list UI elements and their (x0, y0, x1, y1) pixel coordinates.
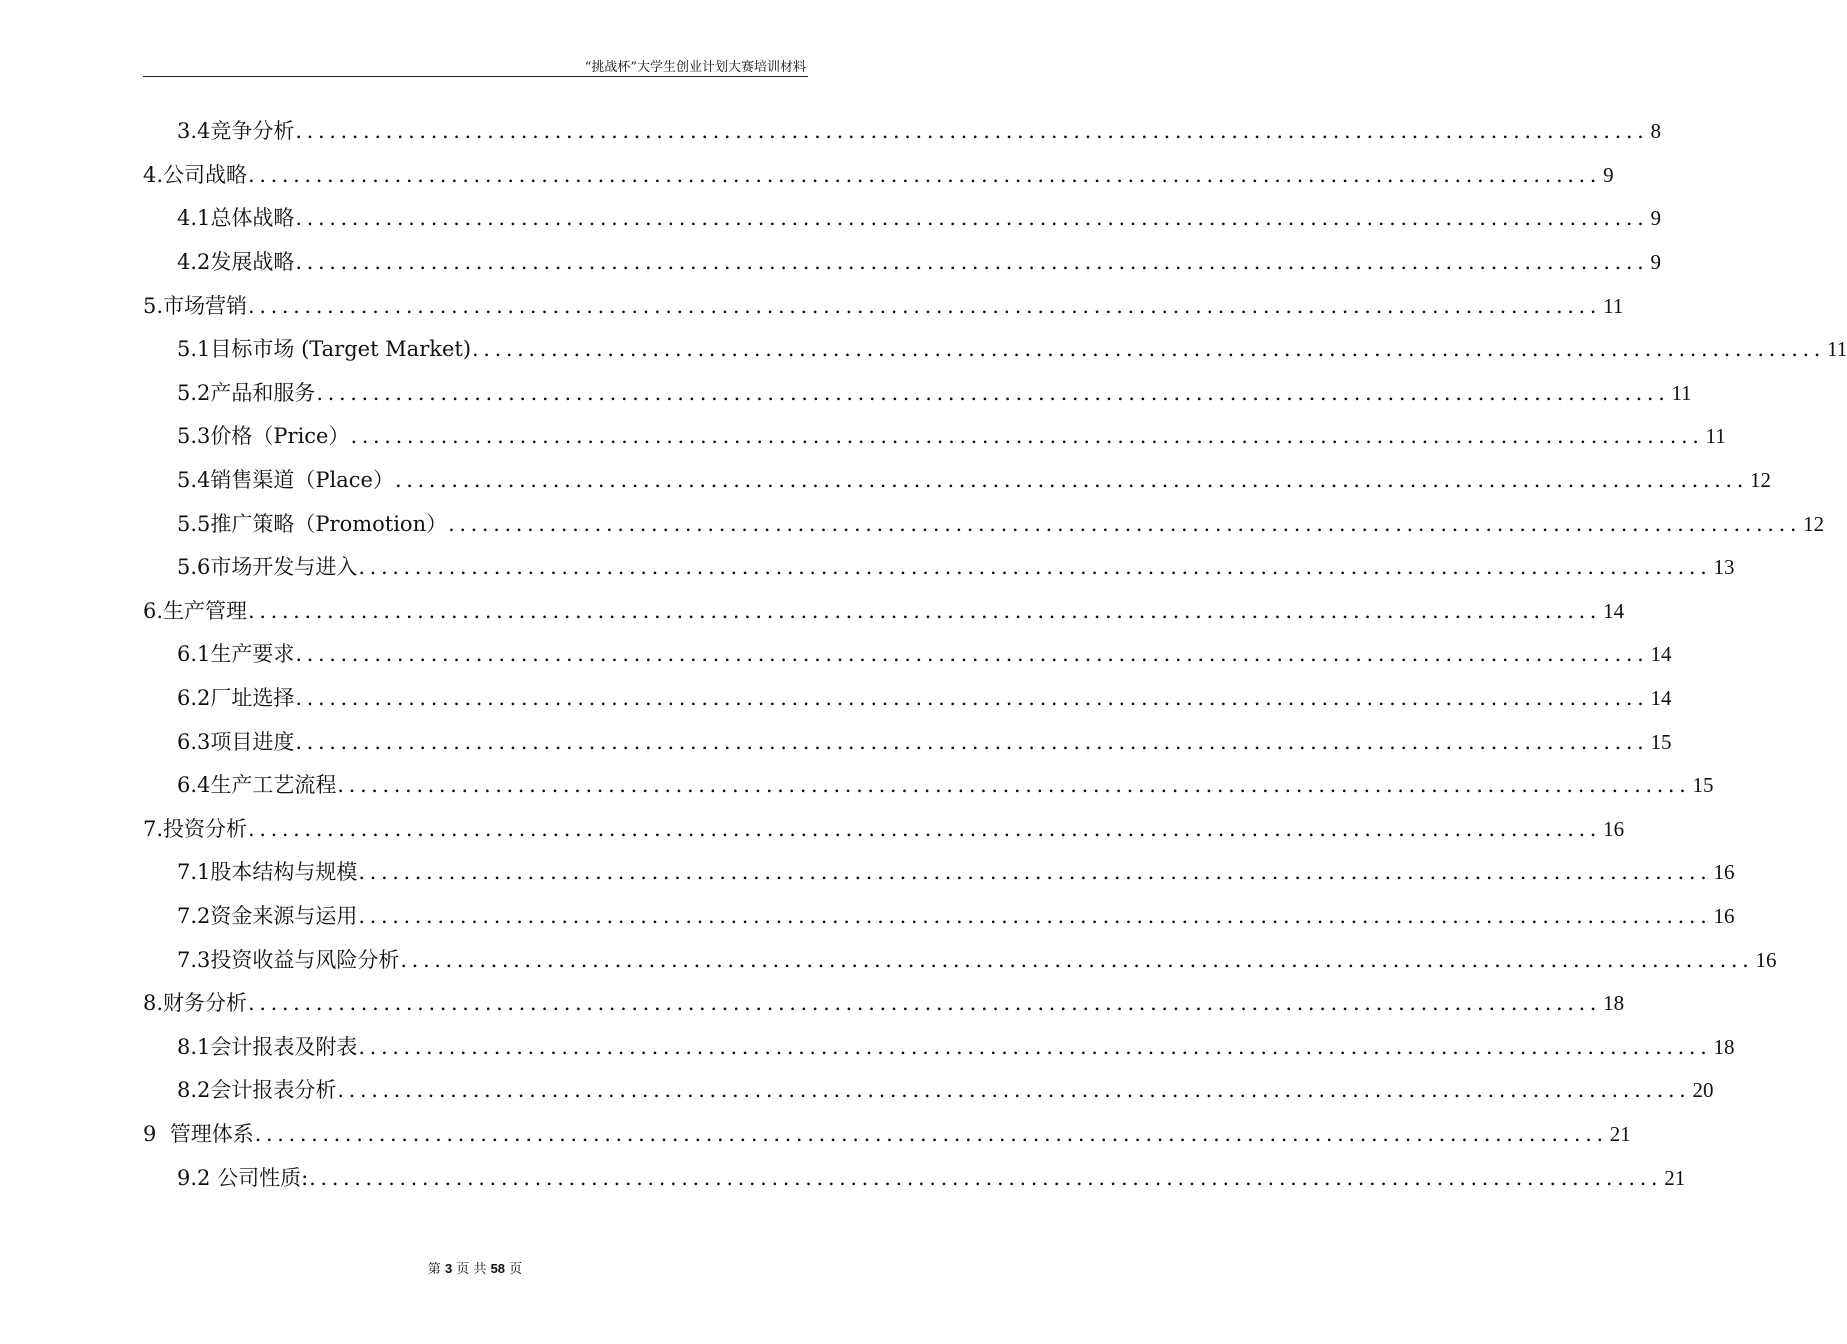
toc-entry-page-number: 21 (1664, 1165, 1686, 1190)
toc-entry-label: 5.1目标市场 (Target Market) (177, 337, 472, 362)
footer-total-pages: 58 (490, 1261, 506, 1276)
toc-entry-label: 6.3项目进度 (177, 729, 295, 754)
toc-leader-dots: ........................................................................................................................ (316, 380, 1670, 405)
toc-entry-page-number: 21 (1609, 1121, 1631, 1146)
toc-entry[interactable] (143, 1069, 1714, 1113)
footer-suffix: 页 (505, 1262, 523, 1277)
toc-entry-page-number: 11 (1603, 293, 1624, 318)
toc-entry[interactable] (143, 197, 1661, 241)
toc-entry[interactable] (143, 1025, 1735, 1069)
toc-entry-page-number: 14 (1650, 642, 1672, 667)
toc-leader-dots: ........................................................................................................................ (248, 162, 1602, 187)
toc-entry[interactable] (143, 110, 1661, 154)
toc-entry-page-number: 15 (1692, 773, 1714, 798)
header-title: “挑战杯”大学生创业计划大赛培训材料 (584, 60, 806, 75)
toc-entry-page-number: 16 (1755, 947, 1777, 972)
toc-entry-label: 5.6市场开发与进入 (177, 555, 358, 580)
toc-entry[interactable] (143, 938, 1777, 982)
toc-entry-label: 6.2厂址选择 (177, 686, 295, 711)
toc-entry-label: 8.财务分析 (143, 991, 248, 1016)
toc-leader-dots: ........................................................................................................................ (248, 991, 1602, 1016)
toc-entry-label: 9 管理体系 (143, 1121, 254, 1146)
footer-current-page: 3 (444, 1261, 453, 1276)
toc-entry-page-number: 16 (1603, 816, 1625, 841)
toc-leader-dots: ........................................................................................................................ (254, 1121, 1608, 1146)
toc-entry-page-number: 9 (1603, 162, 1614, 187)
toc-entry-page-number: 14 (1650, 686, 1672, 711)
toc-entry[interactable] (143, 764, 1714, 808)
toc-leader-dots: ........................................................................................................................ (337, 1078, 1691, 1103)
toc-entry-label: 3.4竞争分析 (177, 119, 295, 144)
toc-entry-page-number: 20 (1692, 1078, 1714, 1103)
toc-entry-page-number: 12 (1803, 511, 1825, 536)
toc-entry-page-number: 8 (1650, 119, 1661, 144)
toc-entry[interactable] (143, 633, 1672, 677)
toc-entry-label: 4.公司战略 (143, 162, 248, 187)
toc-leader-dots: ........................................................................................................................ (295, 642, 1649, 667)
toc-leader-dots: ........................................................................................................................ (358, 555, 1712, 580)
toc-entry[interactable] (143, 328, 1847, 372)
toc-entry[interactable] (143, 284, 1624, 328)
toc-entry-label: 4.2发展战略 (177, 250, 295, 275)
toc-entry-label: 7.投资分析 (143, 816, 248, 841)
toc-entry-label: 5.3价格（Price） (177, 424, 350, 449)
toc-leader-dots: ........................................................................................................................ (350, 424, 1704, 449)
toc-leader-dots: ........................................................................................................................ (394, 468, 1748, 493)
toc-leader-dots: ........................................................................................................................ (337, 773, 1691, 798)
toc-entry-page-number: 16 (1713, 860, 1735, 885)
toc-entry-page-number: 11 (1827, 337, 1847, 362)
toc-entry[interactable] (143, 154, 1614, 198)
toc-entry-page-number: 11 (1705, 424, 1726, 449)
toc-entry-page-number: 12 (1750, 468, 1771, 493)
toc-leader-dots: ........................................................................................................................ (400, 947, 1754, 972)
toc-entry-label: 6.4生产工艺流程 (177, 773, 337, 798)
toc-entry[interactable] (143, 1113, 1631, 1157)
toc-leader-dots: ........................................................................................................................ (358, 1034, 1712, 1059)
toc-leader-dots: ........................................................................................................................ (295, 206, 1649, 231)
toc-leader-dots: ........................................................................................................................ (295, 729, 1649, 754)
toc-leader-dots: ........................................................................................................................ (448, 511, 1802, 536)
toc-entry-page-number: 14 (1603, 598, 1625, 623)
toc-entry-label: 9.2 公司性质: (177, 1165, 309, 1190)
table-of-contents (143, 110, 1847, 1200)
toc-entry-label: 7.1股本结构与规模 (177, 860, 358, 885)
toc-entry[interactable] (143, 982, 1625, 1026)
toc-entry-page-number: 18 (1603, 991, 1625, 1016)
toc-entry-label: 8.2会计报表分析 (177, 1078, 337, 1103)
toc-leader-dots: ........................................................................................................................ (295, 119, 1649, 144)
toc-entry[interactable] (143, 590, 1625, 634)
footer-middle: 页 共 (452, 1262, 491, 1277)
toc-leader-dots: ........................................................................................................................ (309, 1165, 1663, 1190)
toc-leader-dots: ........................................................................................................................ (358, 903, 1712, 928)
toc-entry-label: 6.生产管理 (143, 598, 248, 623)
toc-entry-page-number: 13 (1713, 555, 1735, 580)
toc-entry-page-number: 9 (1650, 250, 1661, 275)
toc-leader-dots: ........................................................................................................................ (295, 686, 1649, 711)
toc-leader-dots: ........................................................................................................................ (248, 293, 1602, 318)
toc-entry[interactable] (143, 720, 1672, 764)
toc-entry-label: 8.1会计报表及附表 (177, 1034, 358, 1059)
toc-leader-dots: ........................................................................................................................ (248, 598, 1602, 623)
toc-entry-label: 5.市场营销 (143, 293, 248, 318)
toc-entry[interactable] (143, 808, 1625, 852)
toc-entry-label: 5.2产品和服务 (177, 380, 316, 405)
toc-entry[interactable] (143, 415, 1726, 459)
toc-entry-page-number: 15 (1650, 729, 1672, 754)
toc-leader-dots: ........................................................................................................................ (248, 816, 1602, 841)
toc-entry[interactable] (143, 241, 1661, 285)
toc-entry[interactable] (143, 372, 1692, 416)
page-footer (0, 1258, 950, 1277)
toc-entry-label: 5.4销售渠道（Place） (177, 468, 394, 493)
toc-entry[interactable] (143, 502, 1825, 546)
toc-leader-dots: ........................................................................................................................ (358, 860, 1712, 885)
footer-prefix: 第 (427, 1262, 445, 1277)
toc-entry-label: 4.1总体战略 (177, 206, 295, 231)
toc-entry[interactable] (143, 1156, 1686, 1200)
toc-entry-page-number: 11 (1671, 380, 1692, 405)
toc-entry[interactable] (143, 677, 1672, 721)
page-header (143, 54, 808, 77)
toc-entry-label: 7.2资金来源与运用 (177, 903, 358, 928)
toc-entry-page-number: 18 (1713, 1034, 1735, 1059)
toc-entry-page-number: 9 (1650, 206, 1661, 231)
toc-entry[interactable] (143, 895, 1735, 939)
toc-leader-dots: ........................................................................................................................ (472, 337, 1826, 362)
toc-entry[interactable] (143, 546, 1735, 590)
toc-entry-label: 5.5推广策略（Promotion） (177, 511, 448, 536)
toc-leader-dots: ........................................................................................................................ (295, 250, 1649, 275)
toc-entry-label: 6.1生产要求 (177, 642, 295, 667)
toc-entry[interactable] (143, 851, 1735, 895)
toc-entry[interactable] (143, 459, 1771, 503)
toc-entry-page-number: 16 (1713, 903, 1735, 928)
toc-entry-label: 7.3投资收益与风险分析 (177, 947, 400, 972)
